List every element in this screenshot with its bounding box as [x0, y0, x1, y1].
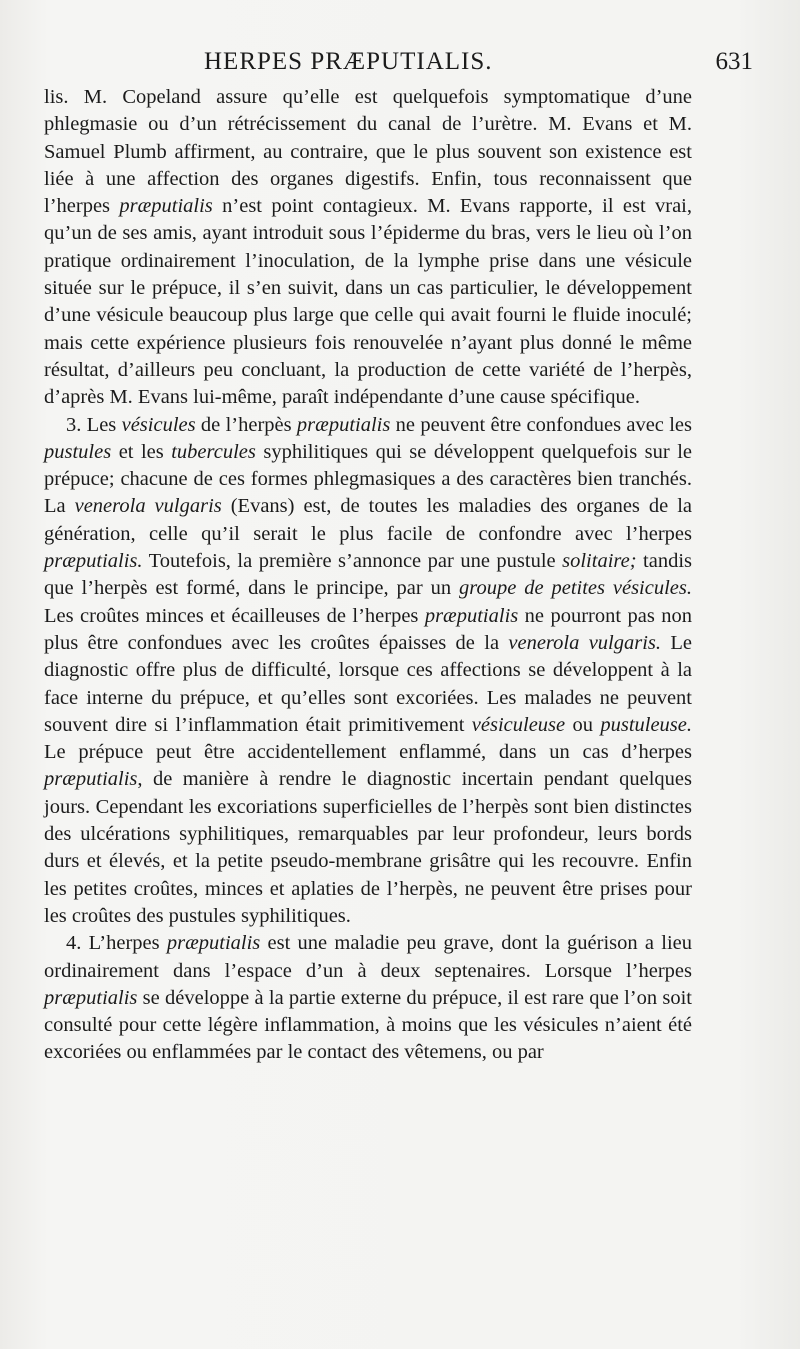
italic-term: præputialis: [119, 195, 213, 218]
text-run: Le prépuce peut être accidentellement enflammé, dans un cas d’herpes: [44, 741, 692, 764]
text-run: (Evans) est, de toutes les maladies des organes de la génération, celle qu’il serait le plus facile de confondre avec l’herpes: [44, 495, 693, 545]
italic-term: groupe de petites vésicules.: [458, 577, 693, 600]
italic-term: præputialis: [166, 932, 261, 955]
italic-term: præputialis.: [44, 550, 143, 573]
body-text: [44, 84, 692, 1067]
text-run: Le diagnostic offre plus de difficulté, lorsque ces affections se développent à la face interne du prépuce, et qu’elles sont excoriées. Les malades ne peuvent souvent dire si l’inflammation était primitivement: [44, 631, 693, 736]
paragraph-1: [44, 84, 692, 412]
italic-term: præputialis: [296, 413, 391, 436]
text-run: et les: [111, 440, 172, 463]
text-run: est une maladie peu grave, dont la guérison a lieu ordinairement dans l’espace d’un à deux septenaires. Lorsque l’herpes: [44, 932, 692, 982]
italic-term: præputialis: [44, 768, 138, 791]
italic-term: præputialis: [424, 604, 519, 627]
italic-term: vésicules: [121, 413, 196, 436]
text-run: tandis que l’herpès est formé, dans le principe, par un: [44, 550, 692, 600]
page-header: [44, 48, 753, 84]
italic-term: venerola vulgaris.: [508, 631, 662, 654]
italic-term: venerola vulgaris: [74, 495, 222, 518]
text-run: n’est point contagieux. M. Evans rapporte, il est vrai, qu’un de ses amis, ayant introduit sous l’épiderme du bras, vers le lieu où l’on pratique ordinairement l’inoculation, de la lymphe prise dans une vésicule située sur le prépuce, il s’en suivit, dans un cas particulier, le développement d’une vésicule beaucoup plus large que celle qui avait fourni le fluide inoculé; mais cette expérience plusieurs fois renouvelée n’ayant plus donné le même résultat, d’ailleurs peu concluant, la production de cette variété de l’herpès, d’après M. Evans lui-même, paraît indépendante d’une cause spécifique.: [44, 195, 692, 409]
text-run: lis. M. Copeland assure qu’elle est quelquefois symptomatique d’une phlegmasie ou d’un rétrécissement du canal de l’urètre. M. Evans et M. Samuel Plumb affirment, au contraire, que le plus souvent son existence est liée à une affection des organes digestifs. Enfin, tous reconnaissent que l’herpes: [44, 86, 692, 218]
italic-term: solitaire;: [562, 550, 637, 573]
italic-term: pustules: [44, 440, 112, 463]
italic-term: tubercules: [171, 440, 256, 463]
text-run: 3. Les: [66, 413, 122, 436]
text-run: ou: [565, 713, 601, 736]
paragraph-2: [44, 412, 692, 931]
italic-term: pustuleuse.: [600, 713, 693, 736]
text-run: ne peuvent être confondues avec les: [390, 413, 692, 436]
page-number: 631: [715, 48, 753, 75]
italic-term: vésiculeuse: [471, 713, 566, 736]
text-run: 4. L’herpes: [66, 932, 167, 955]
text-run: , de manière à rendre le diagnostic incertain pendant quelques jours. Cependant les excoriations superficielles de l’herpès sont bien distinctes des ulcérations syphilitiques, remarquables par leur profondeur, leurs bords durs et élevés, et la petite pseudo-membrane grisâtre qui les recouvre. Enfin les petites croûtes, minces et aplaties de l’herpès, ne peuvent être prises pour les croûtes des pustules syphilitiques.: [44, 768, 692, 927]
text-run: de l’herpès: [195, 413, 297, 436]
text-run: Les croûtes minces et écailleuses de l’herpes: [44, 604, 425, 627]
running-head: HERPES PRÆPUTIALIS.: [204, 48, 493, 75]
paragraph-3: [44, 930, 692, 1066]
text-run: se développe à la partie externe du prépuce, il est rare que l’on soit consulté pour cette légère inflammation, à moins que les vésicules n’aient été excoriées ou enflammées par le contact des vêtemens, ou par: [44, 986, 692, 1064]
text-run: Toutefois, la première s’annonce par une pustule: [142, 550, 563, 573]
italic-term: præputialis: [44, 986, 138, 1009]
text-run: ne pourront pas non plus être confondues avec les croûtes épaisses de la: [44, 604, 692, 654]
text-run: syphilitiques qui se développent quelquefois sur le prépuce; chacune de ces formes phlegmasiques a des caractères bien tranchés. La: [44, 440, 692, 518]
